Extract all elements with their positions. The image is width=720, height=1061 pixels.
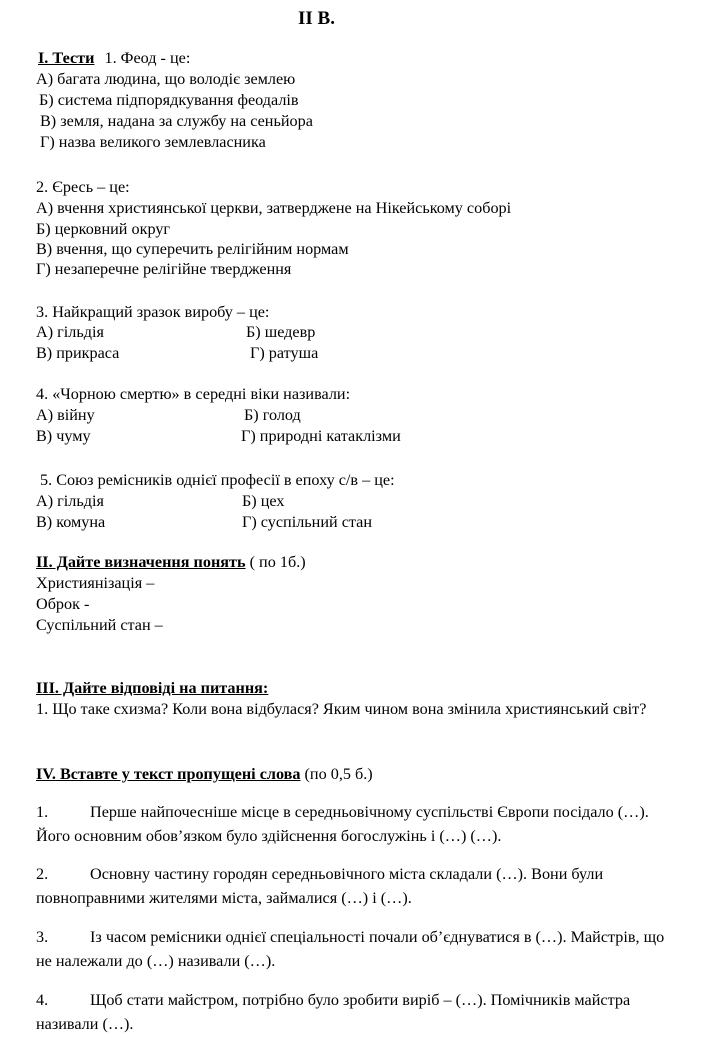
- q2-option-a: А) вчення християнської церкви, затверджене на Нікейському соборі: [36, 199, 512, 217]
- q3-question: 3. Найкращий зразок виробу – це:: [36, 303, 270, 321]
- q1-question: 1. Феод - це:: [104, 49, 191, 67]
- q3-option-a: А) гільдія: [36, 323, 104, 341]
- section4-heading-line: [36, 764, 373, 784]
- fill-item-number: 1.: [36, 803, 49, 821]
- q1-option-b: Б) система підпорядкування феодалів: [39, 91, 299, 109]
- fill-item-text: Щоб стати майстром, потрібно було зробити виріб – (…). Помічників майстра: [90, 991, 631, 1009]
- q2-question: 2. Єресь – це:: [36, 178, 130, 196]
- q2-option-c: В) вчення, що суперечить релігійним нормам: [36, 240, 349, 258]
- page-title: ІІ В.: [298, 8, 335, 29]
- q1-line: [38, 48, 190, 68]
- section2-heading-line: [36, 552, 306, 572]
- section4-heading: IV. Вставте у текст пропущені слова: [36, 765, 301, 783]
- fill-item-text: Із часом ремісники однієї спеціальності почали об’єднуватися в (…). Майстрів, що: [90, 928, 665, 946]
- fill-item-number: 3.: [36, 928, 49, 946]
- fill-item-4: [36, 990, 630, 1010]
- q1-option-a: А) багата людина, що володіє землею: [36, 70, 296, 88]
- section3-heading: ІІІ. Дайте відповіді на питання:: [36, 679, 269, 697]
- q5-option-c: В) комуна: [36, 513, 106, 531]
- section2-heading: ІІ. Дайте визначення понять: [36, 553, 246, 571]
- q5-option-a: А) гільдія: [36, 492, 104, 510]
- fill-item-2-cont: повноправними жителями міста, займалися (…) і (…).: [36, 889, 412, 907]
- q5-question: 5. Союз ремісників однієї професії в епоху с/в – це:: [40, 471, 395, 489]
- fill-item-1: [36, 802, 649, 822]
- q4-question: 4. «Чорною смертю» в середні віки називали:: [36, 385, 351, 403]
- q4-option-d: Г) природні катаклізми: [241, 427, 401, 445]
- section3-question: 1. Що таке схизма? Коли вона відбулася? Яким чином вона змінила християнський світ?: [36, 700, 647, 718]
- q1-option-d: Г) назва великого землевласника: [40, 133, 266, 151]
- term-obrok: Оброк -: [36, 595, 90, 613]
- fill-item-text: Перше найпочесніше місце в середньовічному суспільстві Європи посідало (…).: [90, 803, 649, 821]
- q4-option-c: В) чуму: [36, 427, 91, 445]
- term-christianization: Християнізація –: [36, 574, 155, 592]
- q4-option-a: А) війну: [36, 406, 95, 424]
- q3-option-d: Г) ратуша: [250, 344, 319, 362]
- fill-item-4-cont: називали (…).: [36, 1015, 134, 1033]
- q1-option-c: В) земля, надана за службу на сеньйора: [40, 112, 313, 130]
- q2-option-d: Г) незаперечне релігійне твердження: [36, 260, 292, 278]
- q2-option-b: Б) церковний округ: [36, 220, 171, 238]
- q3-option-c: В) прикраса: [36, 344, 120, 362]
- fill-item-3-cont: не належали до (…) називали (…).: [36, 952, 276, 970]
- fill-item-number: 4.: [36, 991, 49, 1009]
- fill-item-3: [36, 927, 664, 947]
- section2-note: ( по 1б.): [245, 553, 306, 571]
- q4-option-b: Б) голод: [244, 406, 301, 424]
- fill-item-1-cont: Його основним обов’язком було здійснення богослужінь і (…) (…).: [36, 827, 502, 845]
- fill-item-text: Основну частину городян середньовічного міста складали (…). Вони були: [90, 865, 604, 883]
- section1-heading: І. Тести: [38, 49, 95, 67]
- fill-item-2: [36, 864, 603, 884]
- fill-item-number: 2.: [36, 865, 49, 883]
- q5-option-b: Б) цех: [242, 492, 285, 510]
- term-social-estate: Суспільний стан –: [36, 616, 163, 634]
- section4-note: (по 0,5 б.): [300, 765, 373, 783]
- q5-option-d: Г) суспільний стан: [242, 513, 373, 531]
- q3-option-b: Б) шедевр: [246, 323, 316, 341]
